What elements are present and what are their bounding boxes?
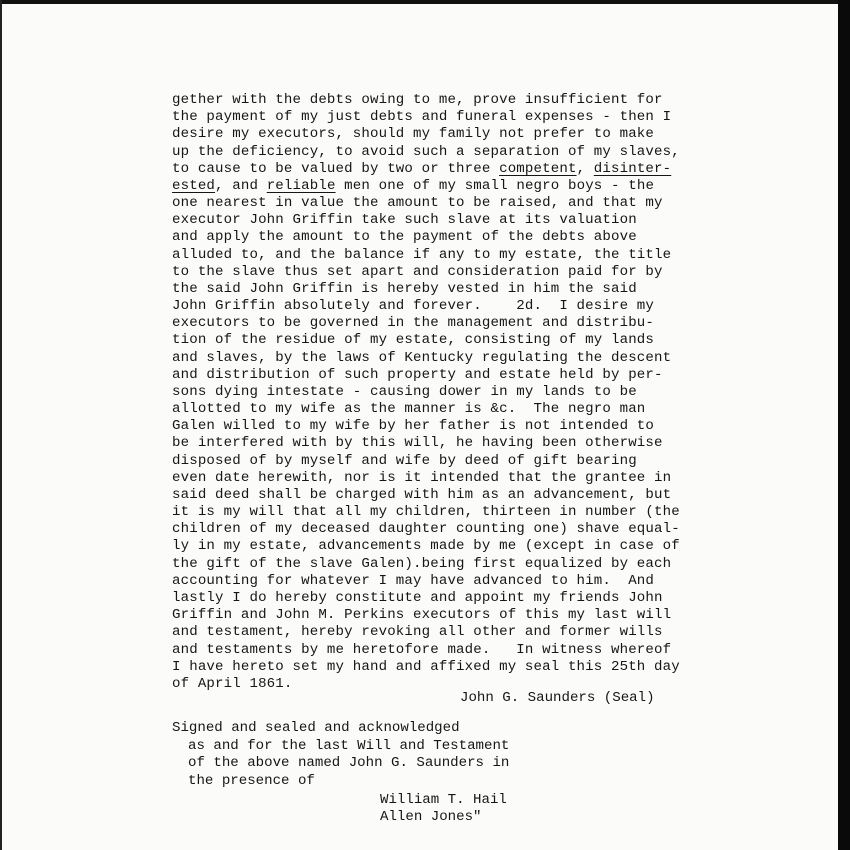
attestation-line: the presence of [188,772,315,789]
text-line: and slaves, by the laws of Kentucky regulating the descent [172,349,672,366]
text-line: the gift of the slave Galen).being first equalized by each [172,555,672,572]
text-line: allotted to my wife as the manner is &c. The negro man [172,401,646,418]
scan-edge-top [0,0,850,4]
text-fragment: to cause to be valued by two or three [172,160,500,177]
text-line [172,178,772,195]
underlined-word-ested: ested [172,177,216,194]
text-line: Griffin and John M. Perkins executors of this my last will [172,607,672,624]
text-line: and testament, hereby revoking all other and former wills [172,624,663,641]
text-line: the payment of my just debts and funeral expenses - then I [172,109,672,126]
text-line: the said John Griffin is hereby vested in him the said [172,280,637,297]
will-body-text [172,92,772,693]
text-line: one nearest in value the amount to be raised, and that my [172,195,663,212]
text-fragment: men one of my small negro boys - the [335,177,655,194]
attestation-clause [172,720,509,790]
text-line: desire my executors, should my family not prefer to make [172,126,655,143]
text-line: accounting for whatever I may have advanced to him. And [172,572,655,589]
text-line: tion of the residue of my estate, consisting of my lands [172,332,655,349]
text-line: ly in my estate, advancements made by me (except in case of [172,538,680,555]
scan-edge-right [838,0,850,850]
witness-name: William T. Hail [380,792,507,808]
text-fragment: , [576,160,594,177]
text-line: to the slave thus set apart and consideration paid for by [172,263,663,280]
text-line: be interfered with by this will, he having been otherwise [172,435,663,452]
text-line: children of my deceased daughter counting one) shave equal- [172,521,680,538]
text-fragment: , and [215,177,267,194]
text-line: I have hereto set my hand and affixed my seal this 25th day [172,658,680,675]
witness-list [380,792,507,826]
text-line: executors to be governed in the management and distribu- [172,315,655,332]
text-line: executor John Griffin take such slave at its valuation [172,212,637,229]
witness-name: Allen Jones" [380,809,482,825]
attestation-line: Signed and sealed and acknowledged [172,720,460,736]
text-line: disposed of by myself and wife by deed of gift bearing [172,452,637,469]
text-line: and apply the amount to the payment of the debts above [172,229,637,246]
testator-signature: John G. Saunders (Seal) [460,690,655,706]
text-line: it is my will that all my children, thirteen in number (the [172,504,680,521]
text-line: alluded to, and the balance if any to my estate, the title [172,246,672,263]
text-line: and testaments by me heretofore made. In witness whereof [172,641,672,658]
text-line: of April 1861. [172,675,293,692]
text-line: Galen willed to my wife by her father is not intended to [172,418,655,435]
text-line: gether with the debts owing to me, prove insufficient for [172,92,663,108]
text-line [172,161,772,178]
attestation-line: as and for the last Will and Testament [188,737,510,754]
scan-edge-left [0,0,2,850]
underlined-word-disinterested: disinter- [593,160,672,177]
attestation-line: of the above named John G. Saunders in [188,755,510,771]
text-line: John Griffin absolutely and forever. 2d. I desire my [172,298,655,315]
text-line: lastly I do hereby constitute and appoint my friends John [172,589,663,606]
text-line: even date herewith, nor is it intended that the grantee in [172,469,672,486]
underlined-word-competent: competent [499,160,577,177]
text-line: up the deficiency, to avoid such a separation of my slaves, [172,143,680,160]
underlined-word-reliable: reliable [266,177,336,194]
text-line: sons dying intestate - causing dower in my lands to be [172,383,637,400]
text-line: said deed shall be charged with him as an advancement, but [172,486,672,503]
text-line: and distribution of such property and estate held by per- [172,366,663,383]
